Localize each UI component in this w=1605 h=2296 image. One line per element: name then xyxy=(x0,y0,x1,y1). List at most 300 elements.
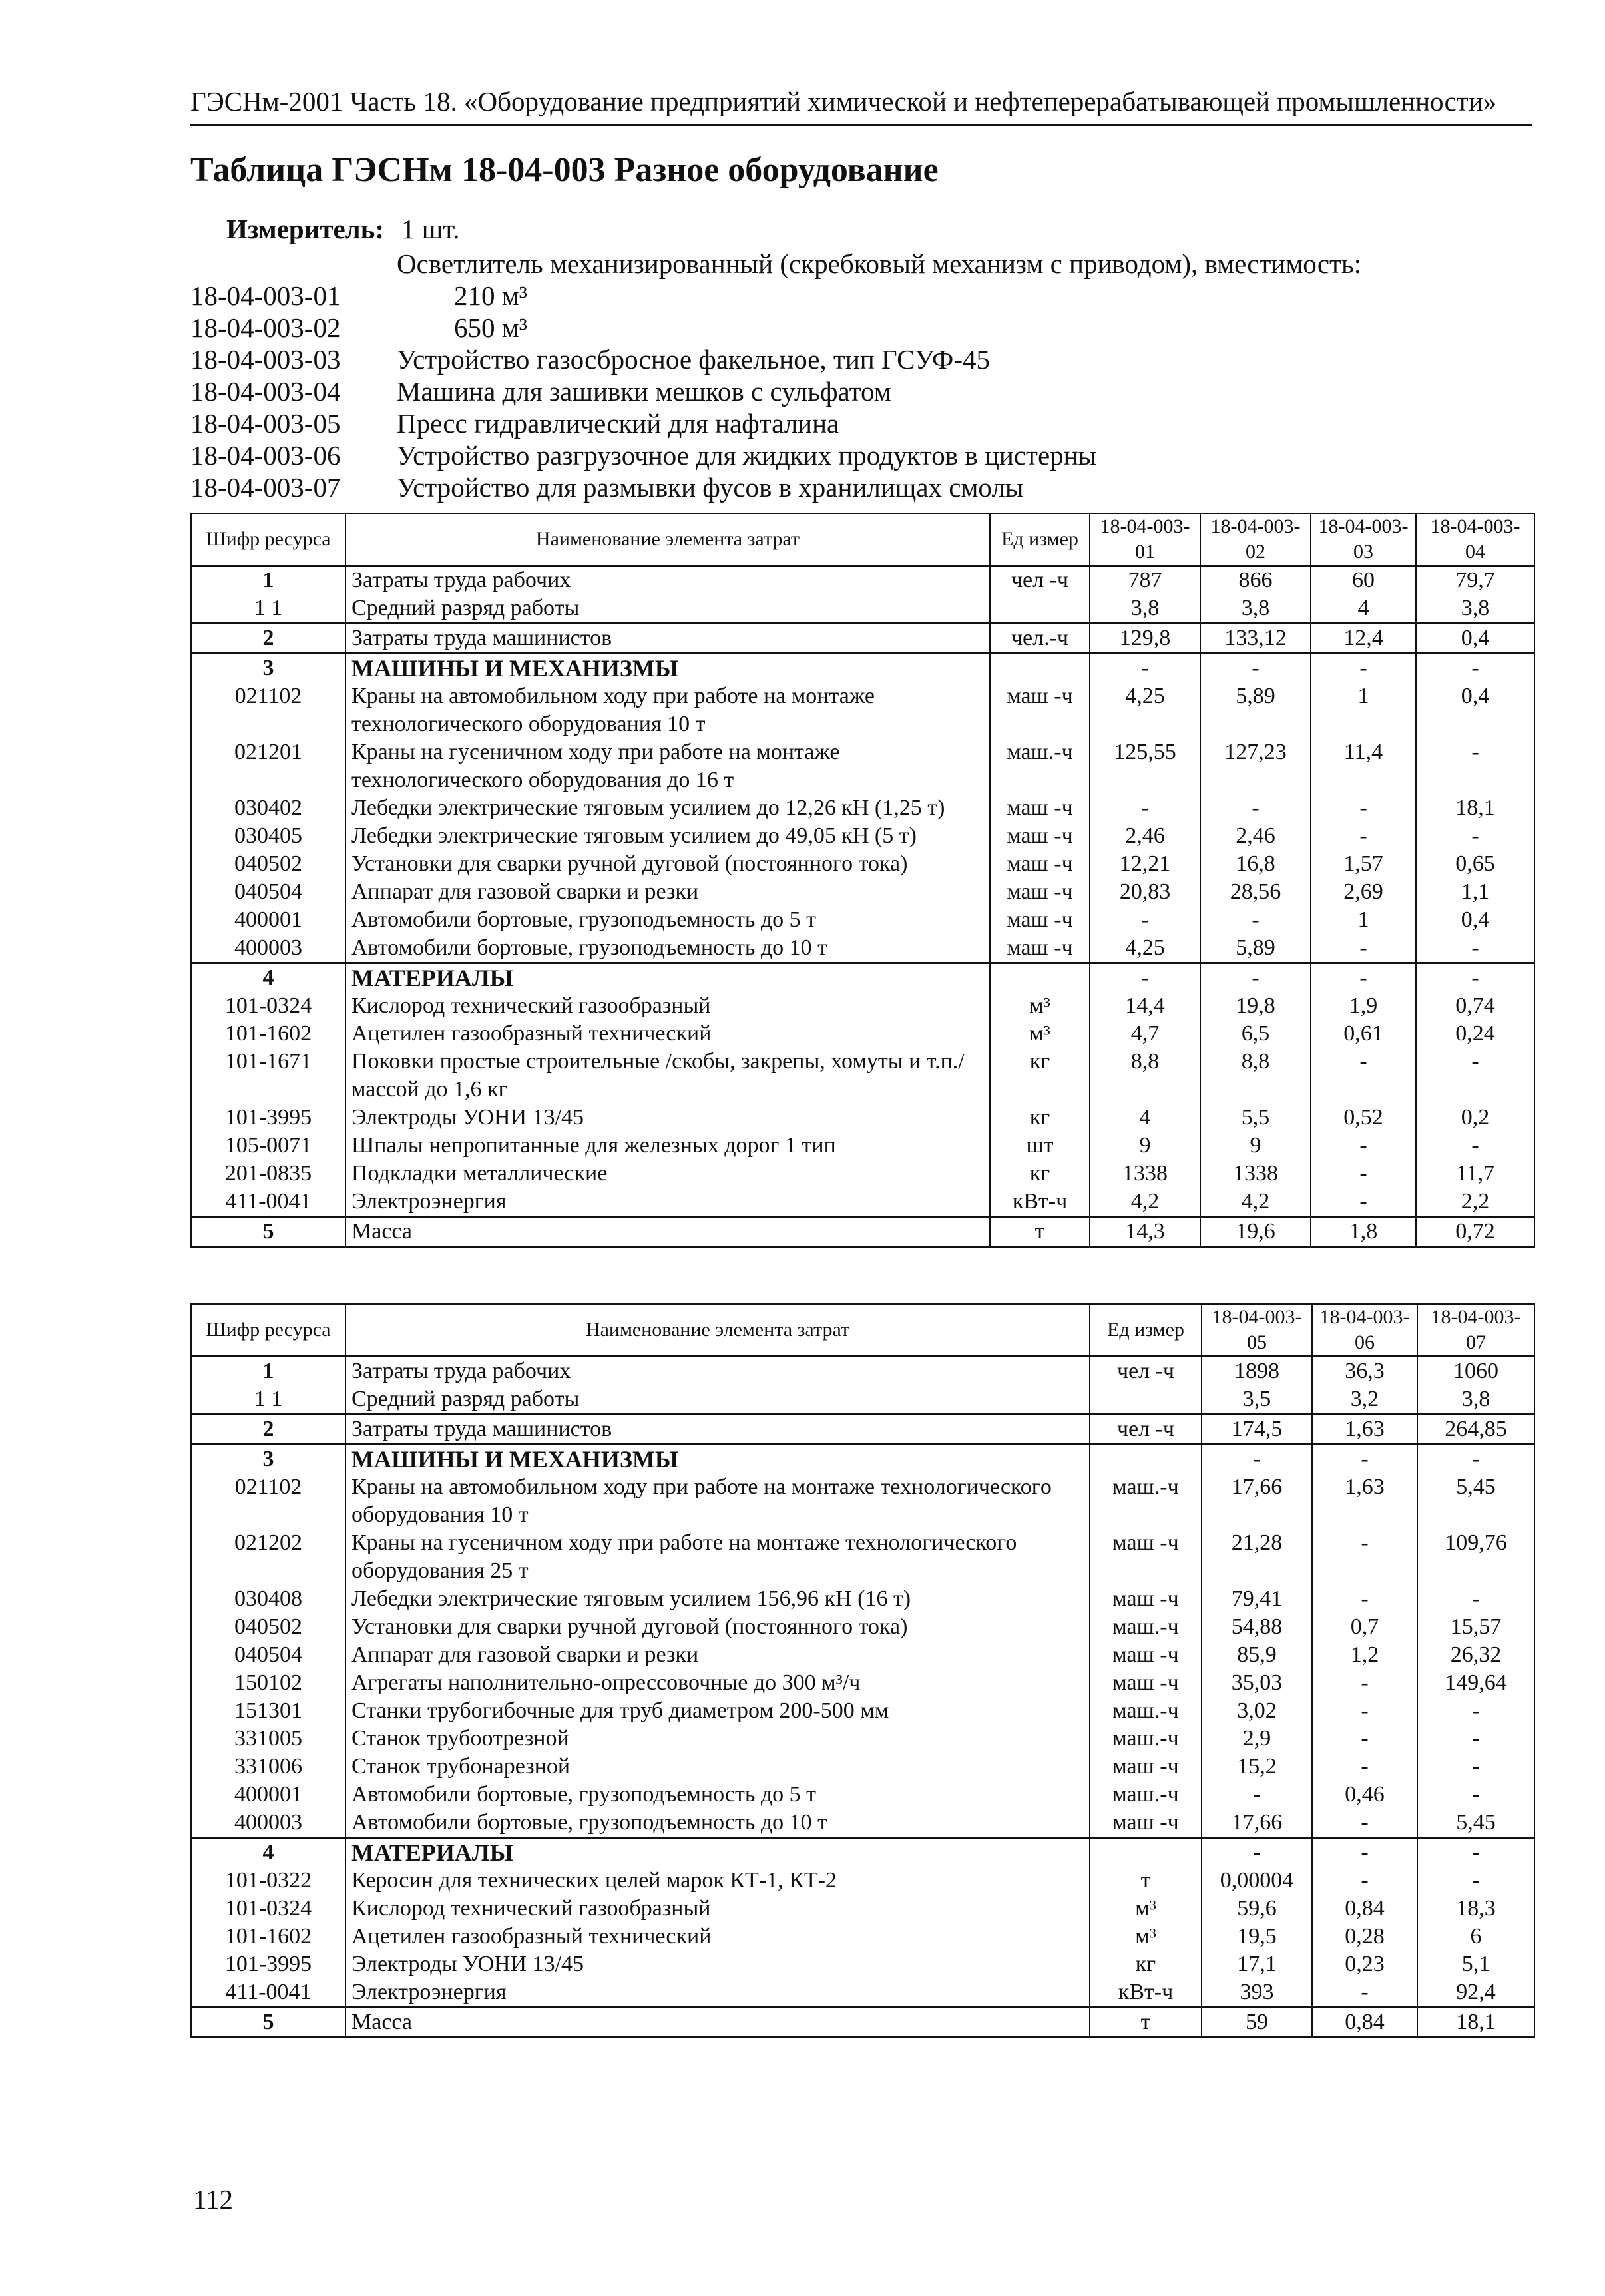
resource-code: 150102 xyxy=(191,1669,345,1697)
norm-value: 19,5 xyxy=(1202,1923,1312,1951)
norm-value: 1,63 xyxy=(1312,1473,1417,1529)
description-text: 650 м³ xyxy=(454,312,527,343)
description-code xyxy=(190,248,397,280)
cost-item-name: Краны на автомобильном ходу при работе на монтаже технологического оборудования 10 т xyxy=(345,1473,1090,1529)
norm-value: 4 xyxy=(1090,1104,1200,1132)
norm-value: 5,89 xyxy=(1200,682,1311,738)
norm-value: - xyxy=(1311,934,1416,963)
cost-item-name: МАТЕРИАЛЫ xyxy=(345,1838,1090,1867)
description-code: 18-04-003-06 xyxy=(190,440,341,471)
unit-of-measure: кг xyxy=(1090,1951,1202,1978)
header-norm-code: 18-04-003-04 xyxy=(1416,513,1534,566)
norm-value: 0,52 xyxy=(1311,1104,1416,1132)
table-row xyxy=(191,738,1534,794)
norm-value: - xyxy=(1090,654,1200,683)
header-code: Шифр ресурса xyxy=(191,1304,345,1357)
norm-value: 12,4 xyxy=(1311,624,1416,654)
norm-value: 6,5 xyxy=(1200,1020,1311,1048)
cost-item-name: Затраты труда машинистов xyxy=(345,1415,1090,1445)
cost-item-name: Керосин для технических целей марок КТ-1, КТ-2 xyxy=(345,1867,1090,1895)
description-text: Машина для зашивки мешков с сульфатом xyxy=(397,376,891,407)
cost-item-name: Электроэнергия xyxy=(345,1978,1090,2008)
table-row xyxy=(191,594,1534,624)
norm-value: 5,45 xyxy=(1417,1809,1534,1838)
norm-value: - xyxy=(1417,1697,1534,1725)
norm-value: 393 xyxy=(1202,1978,1312,2008)
norm-value: 4,25 xyxy=(1090,682,1200,738)
resource-code: 1 1 xyxy=(191,1385,345,1415)
cost-item-name: Шпалы непропитанные для железных дорог 1 тип xyxy=(345,1132,990,1160)
norm-value: - xyxy=(1416,934,1534,963)
unit-of-measure: кг xyxy=(990,1048,1090,1104)
resource-code: 021201 xyxy=(191,738,345,794)
resource-code: 101-3995 xyxy=(191,1104,345,1132)
norm-value: 1060 xyxy=(1417,1357,1534,1386)
resource-code: 2 xyxy=(191,1415,345,1445)
unit-of-measure: маш -ч xyxy=(990,794,1090,822)
cost-table-2 xyxy=(190,1303,1535,2038)
norm-value: - xyxy=(1416,654,1534,683)
norm-value: 1,63 xyxy=(1312,1415,1417,1445)
unit-of-measure: маш.-ч xyxy=(1090,1781,1202,1809)
running-header: ГЭСНм-2001 Часть 18. «Оборудование предприятий химической и нефтеперерабатывающей промышленности» xyxy=(190,85,1532,126)
cost-item-name: Кислород технический газообразный xyxy=(345,992,990,1020)
description-row xyxy=(190,407,1548,439)
table-row xyxy=(191,1473,1534,1529)
cost-item-name: Кислород технический газообразный xyxy=(345,1895,1090,1923)
norm-value: 0,4 xyxy=(1416,906,1534,934)
cost-item-name: Затраты труда рабочих xyxy=(345,1357,1090,1386)
table-row xyxy=(191,1725,1534,1753)
norm-value: 17,1 xyxy=(1202,1951,1312,1978)
cost-table-2-header xyxy=(191,1304,1534,1357)
table-row xyxy=(191,654,1534,683)
unit-of-measure: маш -ч xyxy=(1090,1809,1202,1838)
cost-item-name: Автомобили бортовые, грузоподъемность до 5 т xyxy=(345,906,990,934)
table-row xyxy=(191,624,1534,654)
resource-code: 101-3995 xyxy=(191,1951,345,1978)
norm-value: 28,56 xyxy=(1200,878,1311,906)
norm-value: 1898 xyxy=(1202,1357,1312,1386)
unit-of-measure: маш -ч xyxy=(990,906,1090,934)
unit-of-measure: кВт-ч xyxy=(1090,1978,1202,2008)
header-norm-code: 18-04-003-06 xyxy=(1312,1304,1417,1357)
table-row xyxy=(191,1357,1534,1386)
norm-value: 1,8 xyxy=(1311,1217,1416,1247)
table-row xyxy=(191,1217,1534,1247)
unit-of-measure: т xyxy=(1090,1867,1202,1895)
header-row xyxy=(191,513,1534,566)
description-text: Устройство газосбросное факельное, тип ГСУФ-45 xyxy=(397,344,990,375)
cost-item-name: Станки трубогибочные для труб диаметром 200-500 мм xyxy=(345,1697,1090,1725)
norm-value: - xyxy=(1200,963,1311,993)
norm-value: 0,23 xyxy=(1312,1951,1417,1978)
header-norm-code: 18-04-003-05 xyxy=(1202,1304,1312,1357)
norm-value: 17,66 xyxy=(1202,1809,1312,1838)
unit-of-measure: маш -ч xyxy=(990,878,1090,906)
norm-value: - xyxy=(1312,1669,1417,1697)
resource-code: 030405 xyxy=(191,822,345,850)
cost-item-name: Подкладки металлические xyxy=(345,1160,990,1188)
norm-value: 19,8 xyxy=(1200,992,1311,1020)
norm-value: - xyxy=(1312,1445,1417,1474)
norm-value: 14,3 xyxy=(1090,1217,1200,1247)
cost-item-name: МАШИНЫ И МЕХАНИЗМЫ xyxy=(345,1445,1090,1474)
norm-value: 59,6 xyxy=(1202,1895,1312,1923)
table-row xyxy=(191,1048,1534,1104)
norm-value: - xyxy=(1416,1132,1534,1160)
cost-item-name: Лебедки электрические тяговым усилием до 12,26 кН (1,25 т) xyxy=(345,794,990,822)
norm-value: 3,8 xyxy=(1417,1385,1534,1415)
table-row xyxy=(191,1160,1534,1188)
resource-code: 101-1602 xyxy=(191,1923,345,1951)
norm-value: 4,2 xyxy=(1090,1188,1200,1217)
norm-value: - xyxy=(1312,1585,1417,1613)
table-row xyxy=(191,1978,1534,2008)
unit-of-measure: чел.-ч xyxy=(990,624,1090,654)
cost-item-name: Средний разряд работы xyxy=(345,594,990,624)
table-row xyxy=(191,1415,1534,1445)
unit-of-measure: маш -ч xyxy=(1090,1669,1202,1697)
resource-code: 030408 xyxy=(191,1585,345,1613)
cost-item-name: Аппарат для газовой сварки и резки xyxy=(345,1641,1090,1669)
norm-value: 0,61 xyxy=(1311,1020,1416,1048)
norm-value: 3,8 xyxy=(1090,594,1200,624)
header-unit: Ед измер xyxy=(1090,1304,1202,1357)
norm-value: 0,65 xyxy=(1416,850,1534,878)
table-row xyxy=(191,1132,1534,1160)
norm-value: 1 xyxy=(1311,906,1416,934)
norm-value: - xyxy=(1202,1838,1312,1867)
resource-code: 040502 xyxy=(191,850,345,878)
unit-of-measure: маш -ч xyxy=(990,850,1090,878)
resource-code: 201-0835 xyxy=(191,1160,345,1188)
norm-value: - xyxy=(1416,738,1534,794)
norm-value: - xyxy=(1311,654,1416,683)
unit-of-measure: чел -ч xyxy=(990,566,1090,595)
norm-value: 0,84 xyxy=(1312,1895,1417,1923)
header-code: Шифр ресурса xyxy=(191,513,345,566)
norm-value: - xyxy=(1416,1048,1534,1104)
cost-item-name: Автомобили бортовые, грузоподъемность до 5 т xyxy=(345,1781,1090,1809)
unit-of-measure xyxy=(1090,1838,1202,1867)
norm-value: - xyxy=(1416,822,1534,850)
table-row xyxy=(191,1188,1534,1217)
unit-of-measure: маш.-ч xyxy=(1090,1725,1202,1753)
cost-item-name: Аппарат для газовой сварки и резки xyxy=(345,878,990,906)
resource-code: 5 xyxy=(191,1217,345,1247)
table-title: Таблица ГЭСНм 18-04-003 Разное оборудование xyxy=(190,151,939,189)
norm-value: 9 xyxy=(1090,1132,1200,1160)
norm-value: 8,8 xyxy=(1090,1048,1200,1104)
description-row xyxy=(190,375,1548,407)
table-row xyxy=(191,850,1534,878)
norm-value: - xyxy=(1311,1188,1416,1217)
cost-item-name: Поковки простые строительные /скобы, закрепы, хомуты и т.п./ массой до 1,6 кг xyxy=(345,1048,990,1104)
description-code: 18-04-003-03 xyxy=(190,344,341,375)
unit-of-measure: маш -ч xyxy=(1090,1753,1202,1781)
norm-value: - xyxy=(1312,1725,1417,1753)
norm-value: 174,5 xyxy=(1202,1415,1312,1445)
table-row xyxy=(191,1445,1534,1474)
unit-of-measure: кг xyxy=(990,1104,1090,1132)
page-number: 112 xyxy=(193,2184,233,2215)
norm-value: 0,24 xyxy=(1416,1020,1534,1048)
norm-value: 6 xyxy=(1417,1923,1534,1951)
header-norm-code: 18-04-003-02 xyxy=(1200,513,1311,566)
table-row xyxy=(191,2008,1534,2038)
description-text: Пресс гидравлический для нафталина xyxy=(397,408,839,439)
resource-code: 021102 xyxy=(191,1473,345,1529)
norm-value: 8,8 xyxy=(1200,1048,1311,1104)
cost-item-name: Электроды УОНИ 13/45 xyxy=(345,1951,1090,1978)
cost-item-name: Установки для сварки ручной дуговой (постоянного тока) xyxy=(345,1613,1090,1641)
norm-value: 129,8 xyxy=(1090,624,1200,654)
cost-item-name: Средний разряд работы xyxy=(345,1385,1090,1415)
unit-of-measure: м³ xyxy=(1090,1895,1202,1923)
unit-of-measure: м³ xyxy=(1090,1923,1202,1951)
resource-code: 151301 xyxy=(191,1697,345,1725)
header-row xyxy=(191,1304,1534,1357)
norm-value: 79,41 xyxy=(1202,1585,1312,1613)
norm-value: 16,8 xyxy=(1200,850,1311,878)
unit-of-measure: м³ xyxy=(990,1020,1090,1048)
norm-value: 12,21 xyxy=(1090,850,1200,878)
table-row xyxy=(191,878,1534,906)
resource-code: 2 xyxy=(191,624,345,654)
unit-of-measure: кВт-ч xyxy=(990,1188,1090,1217)
unit-of-measure: маш -ч xyxy=(990,934,1090,963)
norm-value: 36,3 xyxy=(1312,1357,1417,1386)
header-name: Наименование элемента затрат xyxy=(345,513,990,566)
unit-of-measure xyxy=(990,594,1090,624)
resource-code: 4 xyxy=(191,963,345,993)
resource-code: 4 xyxy=(191,1838,345,1867)
norm-value: 21,28 xyxy=(1202,1529,1312,1585)
description-text: Устройство разгрузочное для жидких продуктов в цистерны xyxy=(397,440,1097,471)
norm-value: - xyxy=(1312,1838,1417,1867)
norm-value: - xyxy=(1417,1838,1534,1867)
unit-of-measure: маш -ч xyxy=(990,822,1090,850)
norm-value: - xyxy=(1312,1697,1417,1725)
norm-value: - xyxy=(1311,1048,1416,1104)
norm-value: 0,2 xyxy=(1416,1104,1534,1132)
norm-value: 4,25 xyxy=(1090,934,1200,963)
unit-of-measure: маш.-ч xyxy=(1090,1613,1202,1641)
table-row xyxy=(191,822,1534,850)
cost-item-name: Автомобили бортовые, грузоподъемность до 10 т xyxy=(345,934,990,963)
table-row xyxy=(191,1529,1534,1585)
norm-value: 3,8 xyxy=(1200,594,1311,624)
table-row xyxy=(191,906,1534,934)
norm-value: 9 xyxy=(1200,1132,1311,1160)
description-row xyxy=(190,344,1548,375)
norm-value: 5,89 xyxy=(1200,934,1311,963)
norm-value: 3,02 xyxy=(1202,1697,1312,1725)
norm-value: - xyxy=(1312,1753,1417,1781)
cost-item-name: Краны на гусеничном ходу при работе на монтаже технологического оборудования 25 т xyxy=(345,1529,1090,1585)
norm-value: 0,46 xyxy=(1312,1781,1417,1809)
norm-value: 15,57 xyxy=(1417,1613,1534,1641)
norm-value: 127,23 xyxy=(1200,738,1311,794)
table-row xyxy=(191,1669,1534,1697)
table-row xyxy=(191,1641,1534,1669)
cost-item-name: Краны на автомобильном ходу при работе на монтаже технологического оборудования 10 т xyxy=(345,682,990,738)
norm-value: - xyxy=(1417,1781,1534,1809)
description-row xyxy=(190,280,1548,312)
norm-value: 109,76 xyxy=(1417,1529,1534,1585)
norm-value: 11,4 xyxy=(1311,738,1416,794)
norm-value: 19,6 xyxy=(1200,1217,1311,1247)
norm-value: 1,2 xyxy=(1312,1641,1417,1669)
cost-table-1-body xyxy=(191,566,1534,1247)
description-code: 18-04-003-01 xyxy=(190,280,341,311)
norm-value: - xyxy=(1417,1445,1534,1474)
cost-item-name: Электроды УОНИ 13/45 xyxy=(345,1104,990,1132)
norm-value: - xyxy=(1417,1753,1534,1781)
cost-item-name: Автомобили бортовые, грузоподъемность до 10 т xyxy=(345,1809,1090,1838)
resource-code: 400001 xyxy=(191,906,345,934)
cost-item-name: Агрегаты наполнительно-опрессовочные до 300 м³/ч xyxy=(345,1669,1090,1697)
table-row xyxy=(191,1867,1534,1895)
table-row xyxy=(191,1385,1534,1415)
norm-value: - xyxy=(1416,963,1534,993)
norm-value: - xyxy=(1200,794,1311,822)
norm-value: 1338 xyxy=(1200,1160,1311,1188)
resource-code: 331005 xyxy=(191,1725,345,1753)
norm-value: 92,4 xyxy=(1417,1978,1534,2008)
cost-item-name: Лебедки электрические тяговым усилием 156,96 кН (16 т) xyxy=(345,1585,1090,1613)
resource-code: 040502 xyxy=(191,1613,345,1641)
unit-of-measure xyxy=(1090,1445,1202,1474)
unit-of-measure: маш -ч xyxy=(1090,1585,1202,1613)
norm-value: 1 xyxy=(1311,682,1416,738)
description-code: 18-04-003-04 xyxy=(190,376,341,407)
description-text: Осветлитель механизированный (скребковый механизм с приводом), вместимость: xyxy=(397,248,1362,279)
table-row xyxy=(191,566,1534,595)
cost-item-name: Станок трубонарезной xyxy=(345,1753,1090,1781)
table-row xyxy=(191,1020,1534,1048)
unit-of-measure: кг xyxy=(990,1160,1090,1188)
resource-code: 030402 xyxy=(191,794,345,822)
description-row xyxy=(190,312,1548,344)
norm-value: 26,32 xyxy=(1417,1641,1534,1669)
cost-table-2-body xyxy=(191,1357,1534,2038)
norm-value: 79,7 xyxy=(1416,566,1534,595)
cost-item-name: Масса xyxy=(345,2008,1090,2038)
norm-value: 1338 xyxy=(1090,1160,1200,1188)
description-text: Устройство для размывки фусов в хранилищах смолы xyxy=(397,472,1024,503)
table-row xyxy=(191,1585,1534,1613)
norm-value: 60 xyxy=(1311,566,1416,595)
norm-value: 20,83 xyxy=(1090,878,1200,906)
measure-unit-label: Измеритель: xyxy=(226,214,385,244)
table-row xyxy=(191,1753,1534,1781)
norm-value: 2,46 xyxy=(1090,822,1200,850)
cost-item-name: Краны на гусеничном ходу при работе на монтаже технологического оборудования до 16 т xyxy=(345,738,990,794)
unit-of-measure: м³ xyxy=(990,992,1090,1020)
header-norm-code: 18-04-003-07 xyxy=(1417,1304,1534,1357)
description-code: 18-04-003-07 xyxy=(190,472,341,503)
cost-item-name: Затраты труда машинистов xyxy=(345,624,990,654)
norm-value: - xyxy=(1311,1160,1416,1188)
norm-value: - xyxy=(1417,1725,1534,1753)
norm-value: - xyxy=(1090,794,1200,822)
norm-value: 0,4 xyxy=(1416,624,1534,654)
norm-value: - xyxy=(1202,1781,1312,1809)
unit-of-measure: т xyxy=(990,1217,1090,1247)
resource-code: 101-1671 xyxy=(191,1048,345,1104)
norm-value: 2,2 xyxy=(1416,1188,1534,1217)
unit-of-measure: шт xyxy=(990,1132,1090,1160)
norm-value: 3,8 xyxy=(1416,594,1534,624)
norm-value: 2,9 xyxy=(1202,1725,1312,1753)
resource-code: 400003 xyxy=(191,934,345,963)
work-descriptions xyxy=(190,248,1548,503)
cost-item-name: Ацетилен газообразный технический xyxy=(345,1020,990,1048)
norm-value: - xyxy=(1311,1132,1416,1160)
norm-value: 85,9 xyxy=(1202,1641,1312,1669)
resource-code: 400003 xyxy=(191,1809,345,1838)
norm-value: 0,72 xyxy=(1416,1217,1534,1247)
norm-value: 54,88 xyxy=(1202,1613,1312,1641)
description-row xyxy=(190,471,1548,503)
norm-value: 2,46 xyxy=(1200,822,1311,850)
norm-value: 4 xyxy=(1311,594,1416,624)
norm-value: 3,5 xyxy=(1202,1385,1312,1415)
resource-code: 1 xyxy=(191,566,345,595)
norm-value: - xyxy=(1200,654,1311,683)
norm-value: 0,4 xyxy=(1416,682,1534,738)
table-row xyxy=(191,1104,1534,1132)
norm-value: - xyxy=(1312,1809,1417,1838)
norm-value: 18,1 xyxy=(1416,794,1534,822)
norm-value: 2,69 xyxy=(1311,878,1416,906)
unit-of-measure: маш.-ч xyxy=(990,738,1090,794)
resource-code: 3 xyxy=(191,1445,345,1474)
norm-value: 35,03 xyxy=(1202,1669,1312,1697)
norm-value: 5,45 xyxy=(1417,1473,1534,1529)
norm-value: 17,66 xyxy=(1202,1473,1312,1529)
unit-of-measure: чел -ч xyxy=(1090,1415,1202,1445)
table-row xyxy=(191,794,1534,822)
norm-value: 11,7 xyxy=(1416,1160,1534,1188)
norm-value: 133,12 xyxy=(1200,624,1311,654)
norm-value: 1,1 xyxy=(1416,878,1534,906)
resource-code: 1 1 xyxy=(191,594,345,624)
header-norm-code: 18-04-003-03 xyxy=(1311,513,1416,566)
description-code: 18-04-003-02 xyxy=(190,312,341,343)
table-row xyxy=(191,1838,1534,1867)
norm-value: 1,57 xyxy=(1311,850,1416,878)
description-row xyxy=(190,248,1548,280)
cost-item-name: МАТЕРИАЛЫ xyxy=(345,963,990,993)
cost-item-name: Станок трубоотрезной xyxy=(345,1725,1090,1753)
norm-value: 3,2 xyxy=(1312,1385,1417,1415)
header-name: Наименование элемента затрат xyxy=(345,1304,1090,1357)
resource-code: 040504 xyxy=(191,1641,345,1669)
norm-value: 18,1 xyxy=(1417,2008,1534,2038)
table-row xyxy=(191,1951,1534,1978)
measure-unit-value: 1 шт. xyxy=(401,214,460,244)
norm-value: - xyxy=(1311,963,1416,993)
table-row xyxy=(191,1809,1534,1838)
norm-value: - xyxy=(1417,1585,1534,1613)
cost-item-name: МАШИНЫ И МЕХАНИЗМЫ xyxy=(345,654,990,683)
unit-of-measure xyxy=(990,654,1090,683)
resource-code: 021102 xyxy=(191,682,345,738)
norm-value: 15,2 xyxy=(1202,1753,1312,1781)
